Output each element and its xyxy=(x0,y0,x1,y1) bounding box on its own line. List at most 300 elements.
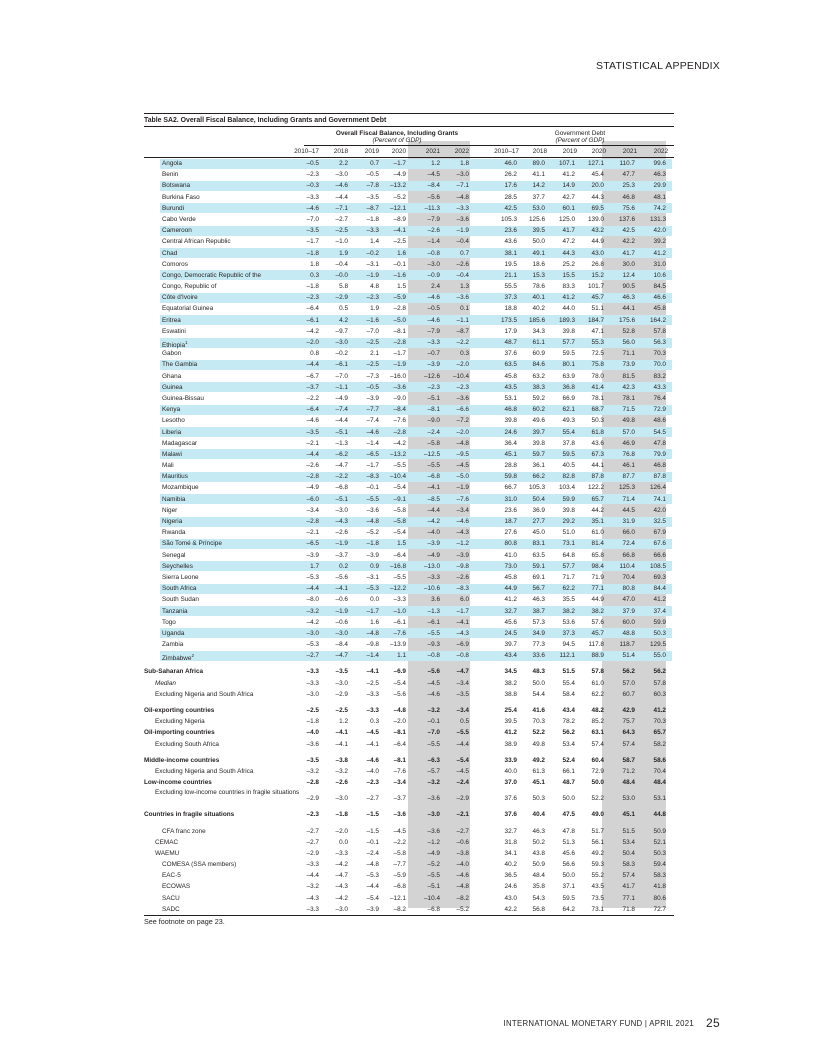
fiscal-balance-value: –2.6 xyxy=(456,260,469,268)
fiscal-balance-title: Overall Fiscal Balance, Including Grants xyxy=(335,130,459,137)
row-label-text: Excluding Nigeria and South Africa xyxy=(155,767,254,775)
debt-value: 52.1 xyxy=(653,838,666,846)
debt-value: 15.5 xyxy=(562,271,575,279)
fiscal-balance-value: –2.7 xyxy=(306,827,319,835)
row-label-text: Benin xyxy=(162,171,179,179)
debt-value: 77.1 xyxy=(591,585,604,593)
fiscal-balance-value: –4.6 xyxy=(427,316,440,324)
debt-value: 42.5 xyxy=(622,227,635,235)
row-label xyxy=(162,617,176,628)
table-row xyxy=(144,169,674,180)
fiscal-balance-value: 0.7 xyxy=(460,249,469,257)
fiscal-balance-value: –2.5 xyxy=(335,227,348,235)
row-label xyxy=(162,572,199,583)
fiscal-balance-value: –4.1 xyxy=(335,729,348,737)
row-label-text: Rwanda xyxy=(162,529,186,537)
row-label xyxy=(162,639,183,650)
debt-value: 59.8 xyxy=(504,473,517,481)
fiscal-balance-value: –1.3 xyxy=(335,439,348,447)
debt-value: 39.7 xyxy=(532,428,545,436)
fiscal-balance-value: –7.9 xyxy=(427,327,440,335)
debt-value: 17.6 xyxy=(504,182,517,190)
fiscal-balance-value: –4.3 xyxy=(306,894,319,902)
debt-value: 58.3 xyxy=(653,872,666,880)
debt-value: 28.5 xyxy=(504,193,517,201)
table-row xyxy=(144,716,674,727)
debt-value: 125.6 xyxy=(529,215,545,223)
row-label xyxy=(155,766,253,777)
fiscal-balance-value: 1.2 xyxy=(339,718,348,726)
fiscal-balance-value: –9.7 xyxy=(335,327,348,335)
fiscal-balance-value: –6.4 xyxy=(306,406,319,414)
debt-value: 45.1 xyxy=(532,779,545,787)
debt-value: 51.0 xyxy=(562,529,575,537)
debt-value: 88.9 xyxy=(591,652,604,660)
fiscal-balance-value: –10.4 xyxy=(390,473,406,481)
fiscal-balance-value: –4.7 xyxy=(335,652,348,660)
fiscal-balance-value: 0.3 xyxy=(310,271,319,279)
fiscal-balance-value: –8.1 xyxy=(393,756,406,764)
debt-value: 55.0 xyxy=(653,652,666,660)
debt-value: 56.2 xyxy=(562,729,575,737)
debt-value: 59.9 xyxy=(562,495,575,503)
fiscal-balance-value: –7.6 xyxy=(393,417,406,425)
fiscal-balance-value: –4.2 xyxy=(306,327,319,335)
debt-value: 47.8 xyxy=(653,439,666,447)
row-label xyxy=(162,427,181,438)
table-row xyxy=(144,494,674,505)
debt-value: 45.1 xyxy=(504,450,517,458)
fiscal-balance-value: –5.4 xyxy=(366,894,379,902)
fiscal-balance-value: –2.0 xyxy=(393,718,406,726)
row-label-text: SACU xyxy=(162,894,180,902)
table-title: Table SA2. Overall Fiscal Balance, Including Grants and Government Debt xyxy=(144,114,674,127)
year-header: 2020 xyxy=(391,148,406,155)
debt-value: 24.6 xyxy=(504,883,517,891)
debt-value: 69.5 xyxy=(591,204,604,212)
debt-value: 69.1 xyxy=(532,573,545,581)
debt-value: 66.1 xyxy=(562,767,575,775)
debt-value: 71.2 xyxy=(622,767,635,775)
row-label-text: Countries in fragile situations xyxy=(144,811,235,819)
debt-value: 55.3 xyxy=(591,339,604,346)
row-label xyxy=(162,826,206,837)
fiscal-balance-value: –5.3 xyxy=(366,872,379,880)
debt-value: 48.4 xyxy=(532,872,545,880)
row-label xyxy=(162,180,190,191)
debt-value: 57.7 xyxy=(562,339,575,346)
debt-value: 63.5 xyxy=(504,361,517,369)
fiscal-balance-value: 1.8 xyxy=(460,160,469,167)
fiscal-balance-value: 0.0 xyxy=(339,838,348,846)
fiscal-balance-value: –0.5 xyxy=(366,383,379,391)
fiscal-balance-value: –5.5 xyxy=(456,729,469,737)
table-row xyxy=(144,739,674,750)
fiscal-balance-value: –1.8 xyxy=(335,811,348,819)
debt-value: 66.9 xyxy=(562,394,575,402)
debt-value: 43.8 xyxy=(532,849,545,857)
table-sa2 xyxy=(144,113,674,926)
debt-value: 34.3 xyxy=(532,327,545,335)
row-label-text: Burkina Faso xyxy=(162,193,200,201)
debt-value: 27.7 xyxy=(532,518,545,525)
fiscal-balance-value: –6.9 xyxy=(456,641,469,649)
fiscal-balance-value: –2.5 xyxy=(335,707,348,714)
fiscal-balance-value: –3.3 xyxy=(306,679,319,687)
debt-value: 78.1 xyxy=(622,394,635,402)
debt-value: 60.4 xyxy=(591,756,604,764)
debt-value: 68.7 xyxy=(591,406,604,414)
table-row xyxy=(144,438,674,449)
debt-value: 71.1 xyxy=(622,350,635,358)
row-label xyxy=(162,292,198,303)
debt-value: 56.2 xyxy=(653,668,666,676)
fiscal-balance-value: 6.0 xyxy=(460,596,469,604)
debt-value: 40.5 xyxy=(562,462,575,470)
debt-value: 59.5 xyxy=(562,894,575,902)
debt-value: 47.5 xyxy=(562,811,575,819)
year-header: 2018 xyxy=(532,148,547,155)
row-label-text: Sub-Saharan Africa xyxy=(144,668,204,676)
debt-value: 33.9 xyxy=(504,756,517,764)
debt-value: 42.0 xyxy=(653,227,666,235)
debt-value: 83.2 xyxy=(653,372,666,380)
row-label-text: Botswana xyxy=(162,182,191,190)
fiscal-balance-value: –1.6 xyxy=(393,271,406,279)
fiscal-balance-value: –2.1 xyxy=(306,529,319,537)
debt-value: 41.2 xyxy=(653,249,666,257)
row-label-text: Madagascar xyxy=(162,439,198,447)
fiscal-balance-value: –4.9 xyxy=(393,171,406,179)
fiscal-balance-value: –3.2 xyxy=(335,767,348,775)
debt-value: 41.0 xyxy=(504,551,517,559)
fiscal-balance-value: –7.7 xyxy=(366,406,379,414)
debt-value: 73.9 xyxy=(622,361,635,369)
fiscal-balance-value: –0.4 xyxy=(456,271,469,279)
running-header: STATISTICAL APPENDIX xyxy=(595,60,720,72)
fiscal-balance-value: –7.4 xyxy=(366,417,379,425)
fiscal-balance-value: 1.4 xyxy=(370,238,379,246)
fiscal-balance-value: –1.2 xyxy=(427,838,440,846)
debt-value: 77.1 xyxy=(622,894,635,902)
fiscal-balance-value: –2.9 xyxy=(306,795,319,803)
fiscal-balance-value: –6.4 xyxy=(393,740,406,748)
row-label xyxy=(144,666,203,677)
fiscal-balance-value: –12.6 xyxy=(424,372,440,380)
row-label xyxy=(162,449,182,460)
fiscal-balance-value: 1.6 xyxy=(397,249,406,257)
row-label xyxy=(162,326,186,337)
row-label xyxy=(144,777,212,788)
debt-value: 49.2 xyxy=(591,849,604,857)
debt-value: 45.8 xyxy=(504,573,517,581)
debt-value: 48.4 xyxy=(622,779,635,787)
row-label-text: Malawi xyxy=(162,450,182,458)
debt-value: 63.1 xyxy=(591,729,604,737)
fiscal-balance-value: –2.0 xyxy=(335,827,348,835)
fiscal-balance-value: –13.2 xyxy=(390,182,406,190)
debt-value: 41.4 xyxy=(591,383,604,391)
debt-value: 28.8 xyxy=(504,462,517,470)
fiscal-balance-value: –3.2 xyxy=(306,767,319,775)
fiscal-balance-value: –4.6 xyxy=(306,204,319,212)
debt-value: 51.1 xyxy=(591,305,604,313)
fiscal-balance-value: –5.5 xyxy=(427,740,440,748)
debt-value: 83.1 xyxy=(532,540,545,548)
debt-value: 125.3 xyxy=(619,484,635,492)
fiscal-balance-value: –3.0 xyxy=(335,905,348,913)
debt-value: 33.6 xyxy=(532,652,545,660)
debt-value: 70.4 xyxy=(653,767,666,775)
fiscal-balance-value: –5.4 xyxy=(393,679,406,687)
row-label-text: Low-income countries xyxy=(144,779,212,787)
fiscal-balance-value: –2.5 xyxy=(366,339,379,346)
fiscal-balance-value: –8.7 xyxy=(456,327,469,335)
table-row xyxy=(144,516,674,527)
debt-value: 41.2 xyxy=(562,294,575,302)
fiscal-balance-value: –6.5 xyxy=(306,540,319,548)
debt-value: 79.9 xyxy=(653,450,666,458)
fiscal-balance-value: –5.6 xyxy=(427,193,440,201)
debt-value: 15.3 xyxy=(532,271,545,279)
debt-value: 40.1 xyxy=(532,294,545,302)
fiscal-balance-value: 1.3 xyxy=(460,283,469,291)
fiscal-balance-value: –3.4 xyxy=(456,679,469,687)
debt-value: 48.7 xyxy=(562,779,575,787)
fiscal-balance-value: 1.5 xyxy=(397,540,406,548)
footnote-marker: 2 xyxy=(191,653,194,659)
debt-value: 175.6 xyxy=(619,316,635,324)
debt-value: 60.1 xyxy=(562,204,575,212)
fiscal-balance-value: –1.9 xyxy=(456,227,469,235)
fiscal-balance-value: –0.8 xyxy=(427,249,440,257)
debt-value: 137.6 xyxy=(619,215,635,223)
table-row xyxy=(144,650,674,661)
debt-value: 75.7 xyxy=(622,718,635,726)
debt-value: 72.4 xyxy=(622,540,635,548)
fiscal-balance-value: –10.6 xyxy=(424,585,440,593)
table-row xyxy=(144,348,674,359)
row-label-text: Mauritius xyxy=(162,473,188,481)
fiscal-balance-value: –3.3 xyxy=(306,668,319,676)
fiscal-balance-value: 0.3 xyxy=(460,350,469,358)
debt-value: 27.6 xyxy=(504,529,517,537)
row-label-text: Congo, Democratic Republic of the xyxy=(162,271,262,279)
row-label xyxy=(162,192,200,203)
row-label-text: ECOWAS xyxy=(162,883,191,891)
fiscal-balance-value: –3.7 xyxy=(393,795,406,803)
debt-value: 35.5 xyxy=(562,596,575,604)
debt-value: 85.2 xyxy=(591,718,604,726)
debt-value: 71.9 xyxy=(591,573,604,581)
debt-value: 185.6 xyxy=(529,316,545,324)
fiscal-balance-value: –1.7 xyxy=(393,350,406,358)
fiscal-balance-value: –1.5 xyxy=(366,827,379,835)
debt-value: 73.1 xyxy=(591,905,604,913)
debt-value: 189.3 xyxy=(559,316,575,324)
row-label-text: Uganda xyxy=(162,629,185,637)
fiscal-balance-value: –1.4 xyxy=(366,439,379,447)
row-label-text: Burundi xyxy=(162,204,185,212)
debt-value: 42.0 xyxy=(653,506,666,514)
fiscal-balance-value: –2.8 xyxy=(306,518,319,525)
debt-value: 38.8 xyxy=(504,690,517,698)
fiscal-balance-value: –5.8 xyxy=(393,506,406,514)
debt-value: 48.3 xyxy=(532,668,545,676)
debt-value: 44.9 xyxy=(591,596,604,604)
debt-value: 38.2 xyxy=(591,607,604,615)
table-row xyxy=(144,281,674,292)
debt-value: 55.2 xyxy=(591,872,604,880)
row-label xyxy=(162,438,197,449)
fiscal-balance-value: –3.6 xyxy=(456,394,469,402)
fiscal-balance-value: –3.9 xyxy=(306,551,319,559)
fiscal-balance-value: –2.4 xyxy=(366,849,379,857)
row-label-text: Excluding Nigeria xyxy=(155,718,205,726)
debt-value: 59.5 xyxy=(562,450,575,458)
debt-value: 44.0 xyxy=(562,305,575,313)
row-label xyxy=(155,689,253,700)
year-header: 2021 xyxy=(622,148,637,155)
debt-value: 18.7 xyxy=(504,518,517,525)
debt-value: 36.8 xyxy=(562,383,575,391)
fiscal-balance-value: –5.9 xyxy=(393,294,406,302)
fiscal-balance-value: –4.0 xyxy=(366,767,379,775)
fiscal-balance-value: 0.1 xyxy=(460,305,469,313)
debt-value: 40.2 xyxy=(532,305,545,313)
table-row xyxy=(144,158,674,169)
debt-value: 49.8 xyxy=(622,417,635,425)
debt-value: 105.3 xyxy=(501,215,517,223)
row-label-text: Guinea-Bissau xyxy=(162,394,204,402)
debt-value: 57.8 xyxy=(653,327,666,335)
debt-value: 45.1 xyxy=(622,811,635,819)
fiscal-balance-value: –2.4 xyxy=(456,779,469,787)
debt-value: 56.0 xyxy=(622,339,635,346)
fiscal-balance-value: –3.6 xyxy=(456,215,469,223)
debt-value: 38.3 xyxy=(532,383,545,391)
fiscal-balance-value: –2.0 xyxy=(306,339,319,346)
row-label-text: Namibia xyxy=(162,495,186,503)
fiscal-balance-value: –3.0 xyxy=(335,506,348,514)
row-label-text: Zimbabwe xyxy=(162,655,192,663)
row-label xyxy=(162,881,190,892)
fiscal-balance-value: –2.3 xyxy=(306,171,319,179)
debt-value: 51.5 xyxy=(562,668,575,676)
fiscal-balance-value: –5.8 xyxy=(427,439,440,447)
row-label xyxy=(162,893,180,904)
debt-value: 47.8 xyxy=(562,827,575,835)
debt-value: 57.4 xyxy=(591,740,604,748)
page-footer xyxy=(504,1016,720,1030)
table-row xyxy=(144,404,674,415)
fiscal-balance-value: –0.1 xyxy=(366,838,379,846)
row-label-text: Excluding low-income countries in fragile situations xyxy=(155,789,300,797)
fiscal-balance-value: –4.6 xyxy=(427,294,440,302)
debt-value: 41.2 xyxy=(562,171,575,179)
table-row xyxy=(144,248,674,259)
row-label xyxy=(162,505,177,516)
fiscal-balance-value: –3.3 xyxy=(427,573,440,581)
debt-value: 62.1 xyxy=(562,406,575,414)
debt-value: 47.1 xyxy=(591,327,604,335)
fiscal-balance-value: –4.9 xyxy=(335,394,348,402)
debt-value: 139.0 xyxy=(588,215,604,223)
debt-value: 41.2 xyxy=(653,596,666,604)
fiscal-balance-value: –3.9 xyxy=(427,361,440,369)
fiscal-balance-value: –4.8 xyxy=(366,861,379,869)
fiscal-balance-value: –0.4 xyxy=(335,260,348,268)
fiscal-balance-value: –3.3 xyxy=(456,204,469,212)
table-row xyxy=(144,427,674,438)
fiscal-balance-value: –4.8 xyxy=(366,629,379,637)
debt-value: 52.2 xyxy=(591,795,604,803)
debt-value: 44.9 xyxy=(504,585,517,593)
debt-value: 66.7 xyxy=(504,484,517,492)
fiscal-balance-value: –3.2 xyxy=(427,779,440,787)
fiscal-balance-value: –1.9 xyxy=(366,271,379,279)
debt-value: 25.2 xyxy=(562,260,575,268)
debt-value: 53.0 xyxy=(622,795,635,803)
table-row xyxy=(144,192,674,203)
debt-value: 67.9 xyxy=(653,529,666,537)
debt-value: 45.6 xyxy=(504,618,517,626)
debt-value: 58.3 xyxy=(622,861,635,869)
debt-value: 73.0 xyxy=(504,562,517,570)
fiscal-balance-value: –2.5 xyxy=(306,707,319,714)
debt-value: 29.9 xyxy=(653,182,666,190)
fiscal-balance-value: –4.7 xyxy=(335,872,348,880)
debt-value: 127.1 xyxy=(588,160,604,167)
row-label-text: Ghana xyxy=(162,372,182,380)
fiscal-balance-value: –5.0 xyxy=(456,473,469,481)
fiscal-balance-value: –5.3 xyxy=(306,573,319,581)
debt-value: 61.3 xyxy=(532,767,545,775)
fiscal-balance-value: –3.1 xyxy=(366,260,379,268)
fiscal-balance-value: –2.7 xyxy=(306,652,319,660)
fiscal-balance-value: –9.8 xyxy=(456,562,469,570)
fiscal-balance-value: –5.8 xyxy=(393,518,406,525)
debt-value: 36.4 xyxy=(504,439,517,447)
debt-value: 70.3 xyxy=(532,718,545,726)
table-row xyxy=(144,755,674,766)
debt-value: 56.6 xyxy=(562,861,575,869)
row-label xyxy=(162,169,178,180)
fiscal-balance-value: –2.6 xyxy=(456,573,469,581)
fiscal-balance-value: –5.5 xyxy=(427,872,440,880)
fiscal-balance-value: –12.2 xyxy=(390,585,406,593)
debt-value: 14.9 xyxy=(562,182,575,190)
debt-value: 107.1 xyxy=(559,160,575,167)
debt-value: 25.3 xyxy=(622,182,635,190)
fiscal-balance-value: –0.1 xyxy=(393,260,406,268)
debt-value: 47.2 xyxy=(562,238,575,246)
table-row xyxy=(144,689,674,700)
fiscal-balance-value: 2.4 xyxy=(431,283,440,291)
debt-value: 46.3 xyxy=(532,827,545,835)
debt-value: 87.8 xyxy=(653,473,666,481)
debt-value: 42.5 xyxy=(504,204,517,212)
row-label xyxy=(162,158,182,169)
debt-value: 80.1 xyxy=(562,361,575,369)
debt-value: 60.0 xyxy=(622,618,635,626)
fiscal-balance-value: 1.5 xyxy=(397,283,406,291)
fiscal-balance-value: –5.3 xyxy=(366,585,379,593)
fiscal-balance-value: –6.8 xyxy=(335,484,348,492)
fiscal-balance-value: –6.8 xyxy=(427,905,440,913)
fiscal-balance-value: –3.2 xyxy=(306,607,319,615)
fiscal-balance-value: 0.7 xyxy=(370,160,379,167)
